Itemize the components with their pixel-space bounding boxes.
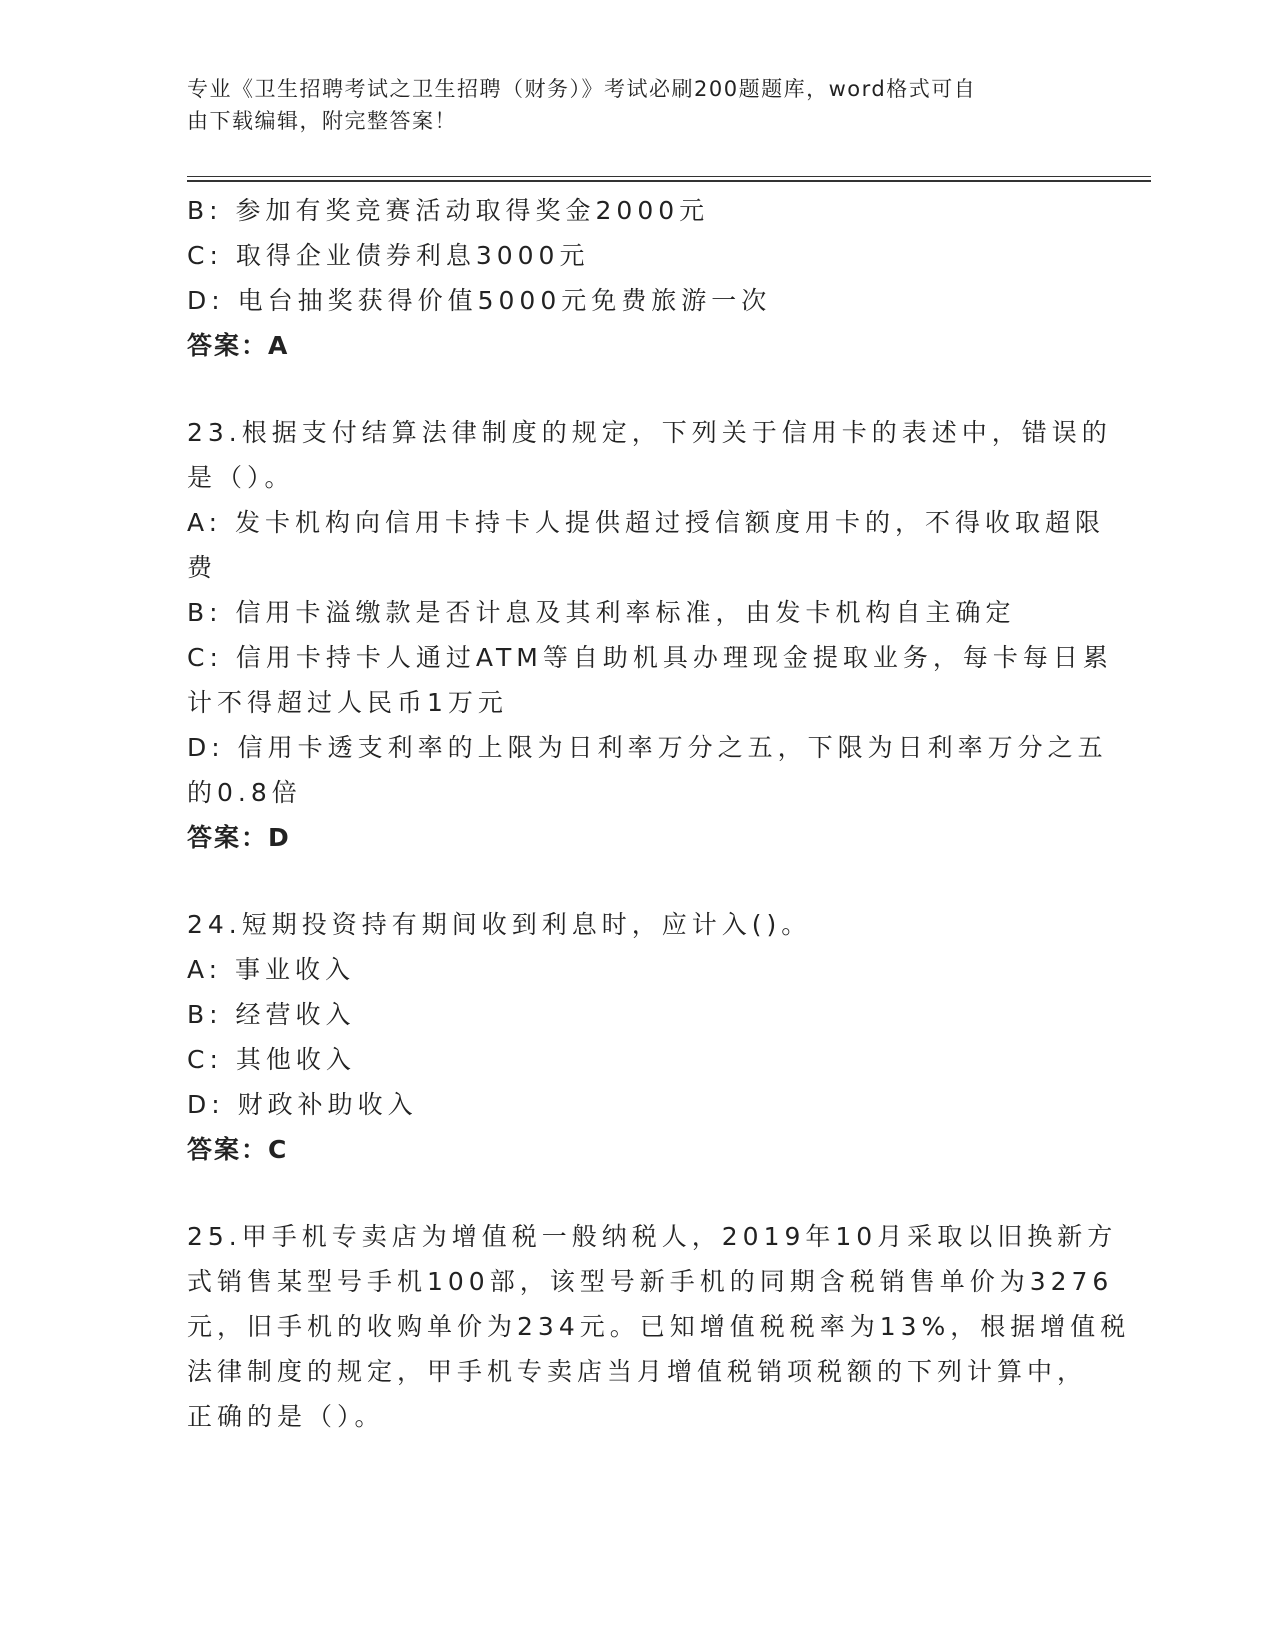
spacer	[187, 1172, 1087, 1214]
option-b: B: 参加有奖竞赛活动取得奖金2000元	[187, 196, 710, 225]
question-23	[187, 410, 1113, 860]
option-d: D: 电台抽奖获得价值5000元免费旅游一次	[187, 286, 772, 315]
header-divider	[187, 176, 1151, 182]
option-a: A: 事业收入	[187, 955, 356, 984]
header-line-1: 专业《卫生招聘考试之卫生招聘（财务）》考试必刷200题题库，word格式可自	[187, 77, 977, 101]
spacer	[187, 860, 1087, 902]
question-stem: 25.甲手机专卖店为增值税一般纳税人，2019年10月采取以旧换新方	[187, 1222, 1118, 1251]
question-list	[187, 188, 1131, 1439]
question-stem-continued: 法律制度的规定，甲手机专卖店当月增值税销项税额的下列计算中，	[187, 1357, 1088, 1386]
question-stem: 24.短期投资持有期间收到利息时，应计入()。	[187, 910, 812, 939]
option-d: D: 信用卡透支利率的上限为日利率万分之五，下限为日利率万分之五	[187, 733, 1108, 762]
question-24	[187, 902, 1087, 1172]
option-c: C: 取得企业债券利息3000元	[187, 241, 590, 270]
option-a: A: 发卡机构向信用卡持卡人提供超过授信额度用卡的，不得收取超限	[187, 508, 1106, 537]
option-b: B: 信用卡溢缴款是否计息及其利率标准，由发卡机构自主确定	[187, 598, 1016, 627]
question-25	[187, 1214, 1131, 1439]
answer: 答案：D	[187, 823, 291, 852]
option-c-continued: 计不得超过人民币1万元	[187, 688, 508, 717]
option-d: D: 财政补助收入	[187, 1090, 418, 1119]
question-stem-continued: 元，旧手机的收购单价为234元。已知增值税税率为13%，根据增值税	[187, 1312, 1131, 1341]
answer: 答案：C	[187, 1135, 289, 1164]
answer: 答案：A	[187, 331, 290, 360]
option-c: C: 其他收入	[187, 1045, 356, 1074]
document-header	[187, 73, 1067, 137]
option-b: B: 经营收入	[187, 1000, 356, 1029]
option-d-continued: 的0.8倍	[187, 778, 302, 807]
question-stem-continued: 正确的是（）。	[187, 1402, 385, 1431]
question-stem-continued: 是（）。	[187, 463, 295, 492]
spacer	[187, 368, 1087, 410]
question-stem-continued: 式销售某型号手机100部，该型号新手机的同期含税销售单价为3276	[187, 1267, 1114, 1296]
question-22	[187, 188, 1087, 368]
option-c: C: 信用卡持卡人通过ATM等自助机具办理现金提取业务，每卡每日累	[187, 643, 1113, 672]
question-stem: 23.根据支付结算法律制度的规定，下列关于信用卡的表述中，错误的	[187, 418, 1112, 447]
header-line-2: 由下载编辑，附完整答案！	[187, 109, 457, 133]
option-a-continued: 费	[187, 553, 218, 582]
